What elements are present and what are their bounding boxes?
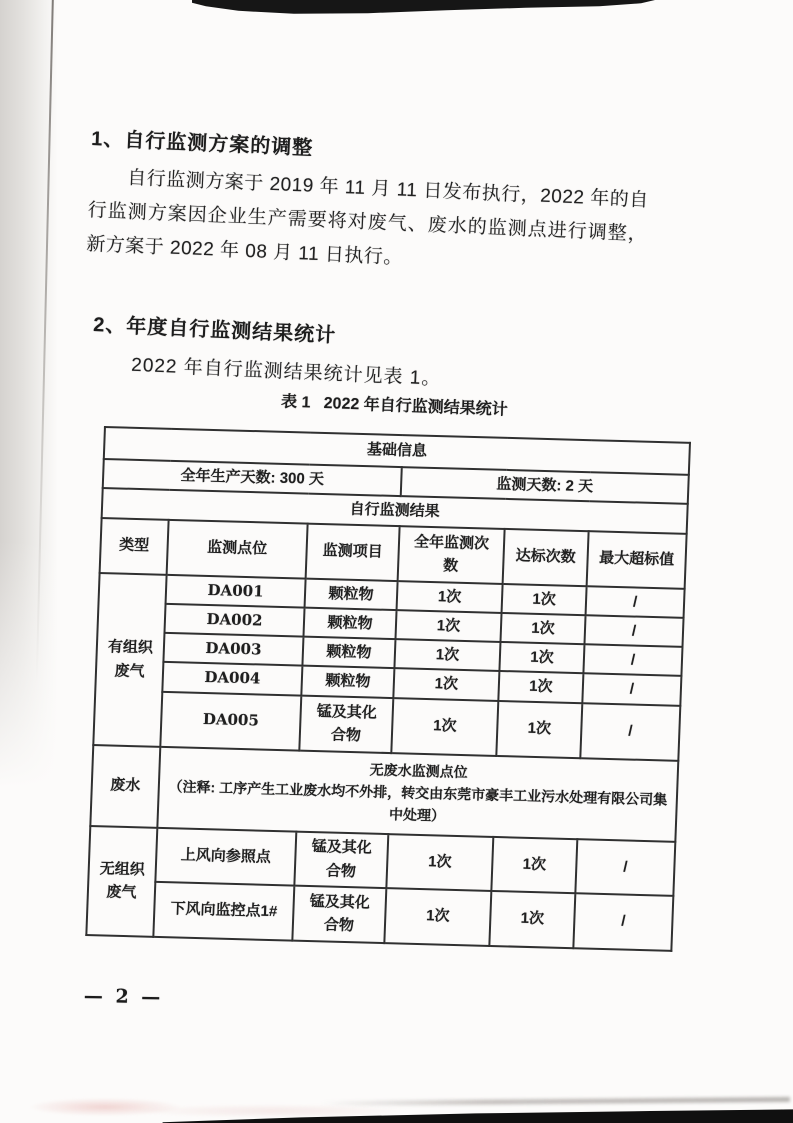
column-header-type: 类型 xyxy=(100,518,169,575)
monitoring-item-cell: 颗粒物 xyxy=(302,637,395,669)
max-exceed-cell: / xyxy=(586,586,685,618)
section-1-heading: 1、自行监测方案的调整 xyxy=(90,127,314,160)
production-days-cell: 全年生产天数: 300 天 xyxy=(103,459,402,496)
monitoring-days-cell: 监测天数: 2 天 xyxy=(401,467,689,504)
pass-count-cell: 1次 xyxy=(502,583,587,615)
table-row xyxy=(90,745,678,842)
column-header-pass-count: 达标次数 xyxy=(503,528,589,585)
section-1-paragraph: 自行监测方案于 2019 年 11 月 11 日发布执行，2022 年的自行监测方案因企业生产需要将对废气、废水的监测点进行调整，新方案于 2022 年 08 月 11 日执行。 xyxy=(85,167,650,269)
monitoring-item-cell: 锰及其化合物 xyxy=(294,831,388,887)
annual-count-cell: 1次 xyxy=(393,668,499,700)
annual-count-cell: 1次 xyxy=(384,888,491,946)
page-left-edge-fade xyxy=(0,540,60,850)
results-table-wrapper xyxy=(85,426,691,951)
pass-count-cell: 1次 xyxy=(498,671,583,703)
section-2-heading: 2、年度自行监测结果统计 xyxy=(92,313,337,348)
max-exceed-cell: / xyxy=(584,615,683,647)
table-intro-text: 2022 年自行监测结果统计见表 1。 xyxy=(130,354,442,390)
max-exceed-cell: / xyxy=(583,644,682,676)
type-cell-wastewater: 废水 xyxy=(90,745,160,828)
annual-count-cell: 1次 xyxy=(395,610,501,642)
monitoring-item-cell: 颗粒物 xyxy=(301,666,394,698)
pass-count-cell: 1次 xyxy=(491,836,577,892)
max-exceed-cell: / xyxy=(575,839,675,896)
annual-count-cell: 1次 xyxy=(397,581,503,613)
pass-count-cell: 1次 xyxy=(499,642,584,674)
pass-count-cell: 1次 xyxy=(496,700,582,757)
monitoring-item-cell: 颗粒物 xyxy=(303,607,396,639)
monitoring-point-cell: DA004 xyxy=(162,662,302,695)
monitoring-point-cell: DA001 xyxy=(166,574,306,607)
column-header-max-exceed: 最大超标值 xyxy=(587,531,687,589)
annual-count-cell: 1次 xyxy=(394,639,500,671)
monitoring-item-cell: 颗粒物 xyxy=(305,578,398,610)
pass-count-cell: 1次 xyxy=(489,890,575,947)
type-cell-fugitive-gas: 无组织废气 xyxy=(86,826,157,937)
wastewater-note-title: 无废水监测点位 xyxy=(369,761,468,781)
table-caption: 表 1 2022 年自行监测结果统计 xyxy=(280,393,508,419)
max-exceed-cell: / xyxy=(580,703,680,761)
wastewater-note-detail: （注释: 工序产生工业废水均不外排，转交由东莞市豪丰工业污水处理有限公司集中处理） xyxy=(168,778,668,824)
column-header-item: 监测项目 xyxy=(306,523,400,580)
scan-shadow-bottom xyxy=(320,1097,790,1106)
scan-artifact-top xyxy=(192,0,655,15)
column-header-point: 监测点位 xyxy=(167,519,308,578)
monitoring-point-cell: 下风向监控点1# xyxy=(153,881,294,940)
monitoring-item-cell: 锰及其化合物 xyxy=(299,695,393,752)
max-exceed-cell: / xyxy=(573,893,673,951)
monitoring-point-cell: DA003 xyxy=(163,633,303,666)
pass-count-cell: 1次 xyxy=(500,613,585,645)
results-table xyxy=(85,426,691,951)
column-header-annual-count: 全年监测次数 xyxy=(398,526,505,584)
monitoring-point-cell: 上风向参照点 xyxy=(155,827,296,885)
monitoring-point-cell: DA002 xyxy=(164,604,304,637)
max-exceed-cell: / xyxy=(582,673,681,705)
monitoring-item-cell: 锰及其化合物 xyxy=(292,885,386,942)
page-number: — 2 — xyxy=(83,985,164,1009)
type-cell-organized-gas: 有组织废气 xyxy=(93,573,166,747)
annual-count-cell: 1次 xyxy=(386,834,493,891)
wastewater-note-cell xyxy=(157,746,678,841)
results-header-cell: 自行监测结果 xyxy=(102,488,688,533)
basic-info-header-cell: 基础信息 xyxy=(104,427,690,475)
monitoring-point-cell: DA005 xyxy=(160,691,301,750)
annual-count-cell: 1次 xyxy=(391,698,498,756)
